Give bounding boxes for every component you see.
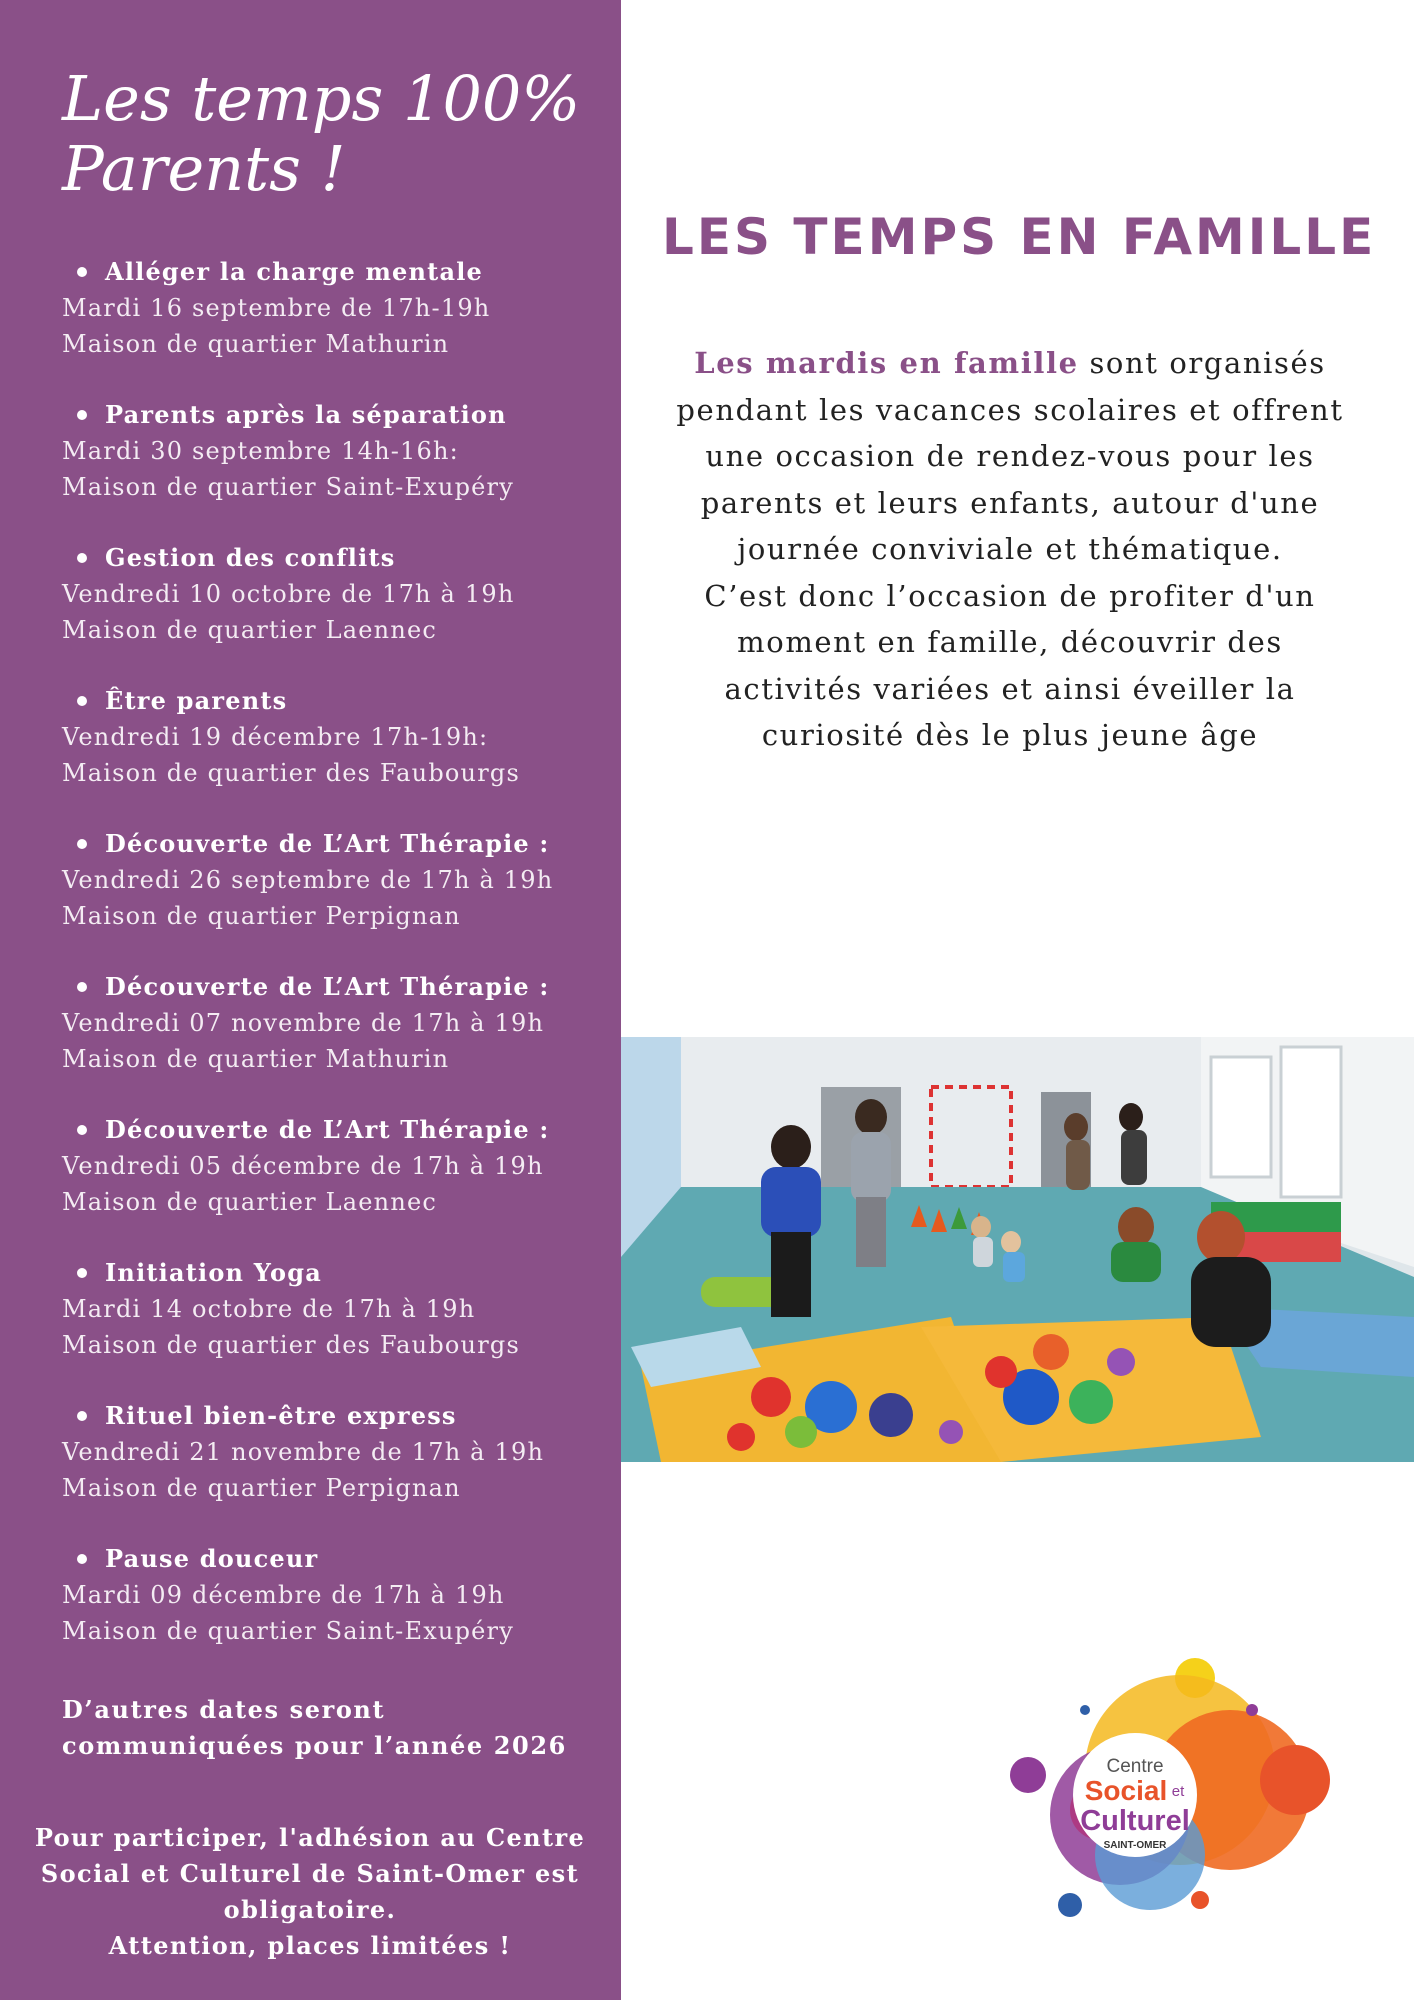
event-title: Initiation Yoga <box>105 1258 322 1287</box>
note-line: D’autres dates seront <box>62 1695 386 1724</box>
event-title: Parents après la séparation <box>105 400 507 429</box>
event-date: Vendredi 26 septembre de 17h à 19h <box>62 866 554 894</box>
intro-text: sont organisés <box>1078 346 1326 380</box>
more-dates-note <box>62 1692 602 1764</box>
bullet-icon <box>77 553 87 563</box>
event-item <box>62 826 622 934</box>
event-item <box>62 1541 622 1649</box>
event-title: Être parents <box>105 686 288 715</box>
footer-line: Pour participer, l'adhésion au Centre <box>34 1823 586 1852</box>
family-activity-photo <box>621 1037 1414 1462</box>
event-place: Maison de quartier des Faubourgs <box>62 759 520 787</box>
event-item <box>62 683 622 791</box>
event-date: Vendredi 19 décembre 17h-19h: <box>62 723 489 751</box>
sidebar-title <box>62 64 582 204</box>
logo-et: et <box>1171 1783 1185 1800</box>
event-date: Mardi 14 octobre de 17h à 19h <box>62 1295 476 1323</box>
footer-line: Attention, places limitées ! <box>108 1931 512 1960</box>
event-title: Gestion des conflits <box>105 543 396 572</box>
intro-line: journée conviviale et thématique. <box>737 532 1283 566</box>
event-date: Vendredi 10 octobre de 17h à 19h <box>62 580 515 608</box>
event-date: Vendredi 21 novembre de 17h à 19h <box>62 1438 545 1466</box>
bullet-icon <box>77 1554 87 1564</box>
event-title: Rituel bien-être express <box>105 1401 457 1430</box>
intro-paragraph <box>640 340 1380 759</box>
event-title: Découverte de L’Art Thérapie : <box>105 1115 550 1144</box>
event-place: Maison de quartier Laennec <box>62 1188 438 1216</box>
bullet-icon <box>77 1268 87 1278</box>
bullet-icon <box>77 839 87 849</box>
note-line: communiquées pour l’année 2026 <box>62 1731 567 1760</box>
bullet-icon <box>77 982 87 992</box>
event-item <box>62 254 622 362</box>
bullet-icon <box>77 410 87 420</box>
event-title: Alléger la charge mentale <box>105 257 483 286</box>
sidebar-title-line: Les temps 100% <box>62 62 581 135</box>
logo-culturel: Culturel <box>1080 1805 1190 1837</box>
event-date: Mardi 30 septembre 14h-16h: <box>62 437 459 465</box>
bullet-icon <box>77 1125 87 1135</box>
logo-centre: Centre <box>1106 1756 1164 1777</box>
event-date: Vendredi 05 décembre de 17h à 19h <box>62 1152 544 1180</box>
intro-line: curiosité dès le plus jeune âge <box>761 718 1259 752</box>
event-title: Découverte de L’Art Thérapie : <box>105 829 550 858</box>
intro-line: C’est donc l’occasion de profiter d'un <box>704 578 1316 613</box>
intro-line: activités variées et ainsi éveiller la <box>724 671 1296 706</box>
event-item <box>62 540 622 648</box>
bullet-icon <box>77 696 87 706</box>
event-item <box>62 969 622 1077</box>
event-place: Maison de quartier Mathurin <box>62 1045 450 1073</box>
centre-social-logo <box>1000 1640 1370 1930</box>
bullet-icon <box>77 267 87 277</box>
event-date: Mardi 16 septembre de 17h-19h <box>62 294 491 322</box>
sidebar-panel <box>0 0 621 2000</box>
event-place: Maison de quartier Laennec <box>62 616 438 644</box>
event-place: Maison de quartier Mathurin <box>62 330 450 358</box>
event-place: Maison de quartier Perpignan <box>62 1474 461 1502</box>
event-item <box>62 397 622 505</box>
event-place: Maison de quartier des Faubourgs <box>62 1331 520 1359</box>
event-title: Pause douceur <box>105 1544 319 1573</box>
event-date: Vendredi 07 novembre de 17h à 19h <box>62 1009 545 1037</box>
event-place: Maison de quartier Saint-Exupéry <box>62 1617 514 1645</box>
membership-note <box>20 1820 600 1964</box>
event-place: Maison de quartier Perpignan <box>62 902 461 930</box>
logo-social: Social <box>1084 1775 1168 1806</box>
intro-line: parents et leurs enfants, autour d'une <box>700 485 1320 520</box>
intro-line: une occasion de rendez-vous pour les <box>705 439 1315 473</box>
intro-highlight: Les mardis en famille <box>694 346 1079 380</box>
event-title: Découverte de L’Art Thérapie : <box>105 972 550 1001</box>
footer-line: obligatoire. <box>223 1895 397 1924</box>
intro-line: moment en famille, découvrir des <box>737 625 1283 659</box>
event-place: Maison de quartier Saint-Exupéry <box>62 473 514 501</box>
event-item <box>62 1112 622 1220</box>
page-title: LES TEMPS EN FAMILLE <box>662 208 1377 266</box>
event-item <box>62 1255 622 1363</box>
sidebar-title-line: Parents ! <box>62 132 346 205</box>
event-date: Mardi 09 décembre de 17h à 19h <box>62 1581 505 1609</box>
footer-line: Social et Culturel de Saint-Omer est <box>40 1859 580 1888</box>
bullet-icon <box>77 1411 87 1421</box>
intro-line: pendant les vacances scolaires et offrent <box>676 392 1344 427</box>
event-item <box>62 1398 622 1506</box>
logo-saint-omer: SAINT-OMER <box>1103 1840 1167 1851</box>
